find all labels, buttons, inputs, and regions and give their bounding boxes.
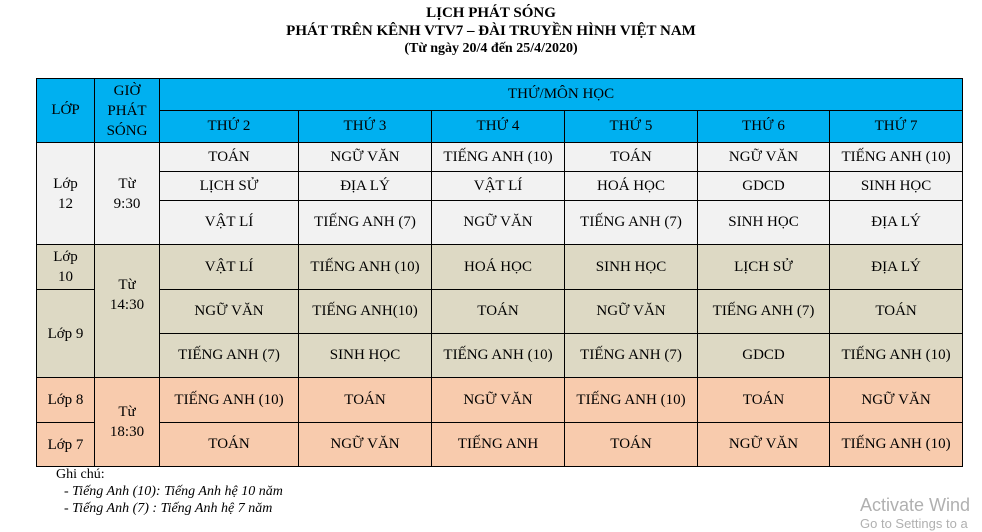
subject-cell: TIẾNG ANH (10) [830,423,963,467]
subject-cell: SINH HỌC [698,201,830,245]
subject-cell: TIẾNG ANH (7) [565,201,698,245]
subject-cell: TIẾNG ANH (10) [160,378,299,423]
subject-cell: TIẾNG ANH(10) [299,290,432,334]
subject-cell: TIẾNG ANH (10) [565,378,698,423]
page-title: LỊCH PHÁT SÓNG [426,5,556,21]
subject-cell: TIẾNG ANH (7) [299,201,432,245]
subject-cell: VẬT LÍ [160,201,299,245]
header-day: THỨ 7 [830,111,963,143]
subject-cell: NGỮ VĂN [432,201,565,245]
subject-cell: HOÁ HỌC [432,245,565,290]
header-lop: LỚP [37,79,95,143]
time-cell: Từ 18:30 [95,378,160,467]
subject-cell: TIẾNG ANH (7) [160,334,299,378]
subject-cell: NGỮ VĂN [432,378,565,423]
subject-cell: TOÁN [565,423,698,467]
header-gio-phat-song: GIỜ PHÁT SÓNG [95,79,160,143]
subject-cell: LỊCH SỬ [160,172,299,201]
subject-cell: TIẾNG ANH (7) [698,290,830,334]
subject-cell: NGỮ VĂN [299,143,432,172]
subject-cell: LỊCH SỬ [698,245,830,290]
subject-cell: ĐỊA LÝ [830,245,963,290]
watermark-title: Activate Wind [860,495,971,515]
subject-cell: ĐỊA LÝ [299,172,432,201]
subject-cell: TIẾNG ANH (10) [830,334,963,378]
subject-cell: TIẾNG ANH (10) [830,143,963,172]
subject-cell: SINH HỌC [299,334,432,378]
subject-cell: TIẾNG ANH (7) [565,334,698,378]
header-day: THỨ 2 [160,111,299,143]
subject-cell: NGỮ VĂN [160,290,299,334]
subject-cell: TIẾNG ANH (10) [299,245,432,290]
note-line: - Tiếng Anh (10): Tiếng Anh hệ 10 năm [64,484,283,499]
time-cell: Từ 14:30 [95,245,160,378]
subject-cell: SINH HỌC [565,245,698,290]
subject-cell: VẬT LÍ [160,245,299,290]
subject-cell: NGỮ VĂN [565,290,698,334]
subject-cell: HOÁ HỌC [565,172,698,201]
header-day: THỨ 5 [565,111,698,143]
schedule-table [36,78,963,467]
notes-section [56,466,283,517]
class-cell: Lớp 8 [37,378,95,423]
header-day: THỨ 3 [299,111,432,143]
time-cell: Từ 9:30 [95,143,160,245]
subject-cell: TIẾNG ANH (10) [432,334,565,378]
subject-cell: TOÁN [160,423,299,467]
subject-cell: TOÁN [565,143,698,172]
subject-cell: TOÁN [698,378,830,423]
activation-watermark [860,494,970,532]
subject-cell: NGỮ VĂN [698,423,830,467]
subject-cell: NGỮ VĂN [299,423,432,467]
note-line: - Tiếng Anh (7) : Tiếng Anh hệ 7 năm [64,501,273,516]
date-range: (Từ ngày 20/4 đến 25/4/2020) [404,41,578,56]
watermark-subtitle: Go to Settings to a [860,516,968,531]
subject-cell: TOÁN [830,290,963,334]
header-day: THỨ 4 [432,111,565,143]
subject-cell: GDCD [698,334,830,378]
class-cell: Lớp 9 [37,290,95,378]
subject-cell: TIẾNG ANH (10) [432,143,565,172]
subject-cell: TIẾNG ANH [432,423,565,467]
subject-cell: GDCD [698,172,830,201]
class-cell: Lớp 10 [37,245,95,290]
subject-cell: NGỮ VĂN [830,378,963,423]
subject-cell: TOÁN [160,143,299,172]
subject-cell: NGỮ VĂN [698,143,830,172]
header-day: THỨ 6 [698,111,830,143]
page-subtitle: PHÁT TRÊN KÊNH VTV7 – ĐÀI TRUYỀN HÌNH VIỆT NAM [286,23,696,39]
document-title-block [0,4,982,58]
header-thu-mon-hoc: THỨ/MÔN HỌC [160,79,963,111]
subject-cell: TOÁN [432,290,565,334]
subject-cell: SINH HỌC [830,172,963,201]
class-cell: Lớp 7 [37,423,95,467]
class-cell: Lớp 12 [37,143,95,245]
subject-cell: TOÁN [299,378,432,423]
notes-heading: Ghi chú: [56,467,105,482]
subject-cell: VẬT LÍ [432,172,565,201]
subject-cell: ĐỊA LÝ [830,201,963,245]
